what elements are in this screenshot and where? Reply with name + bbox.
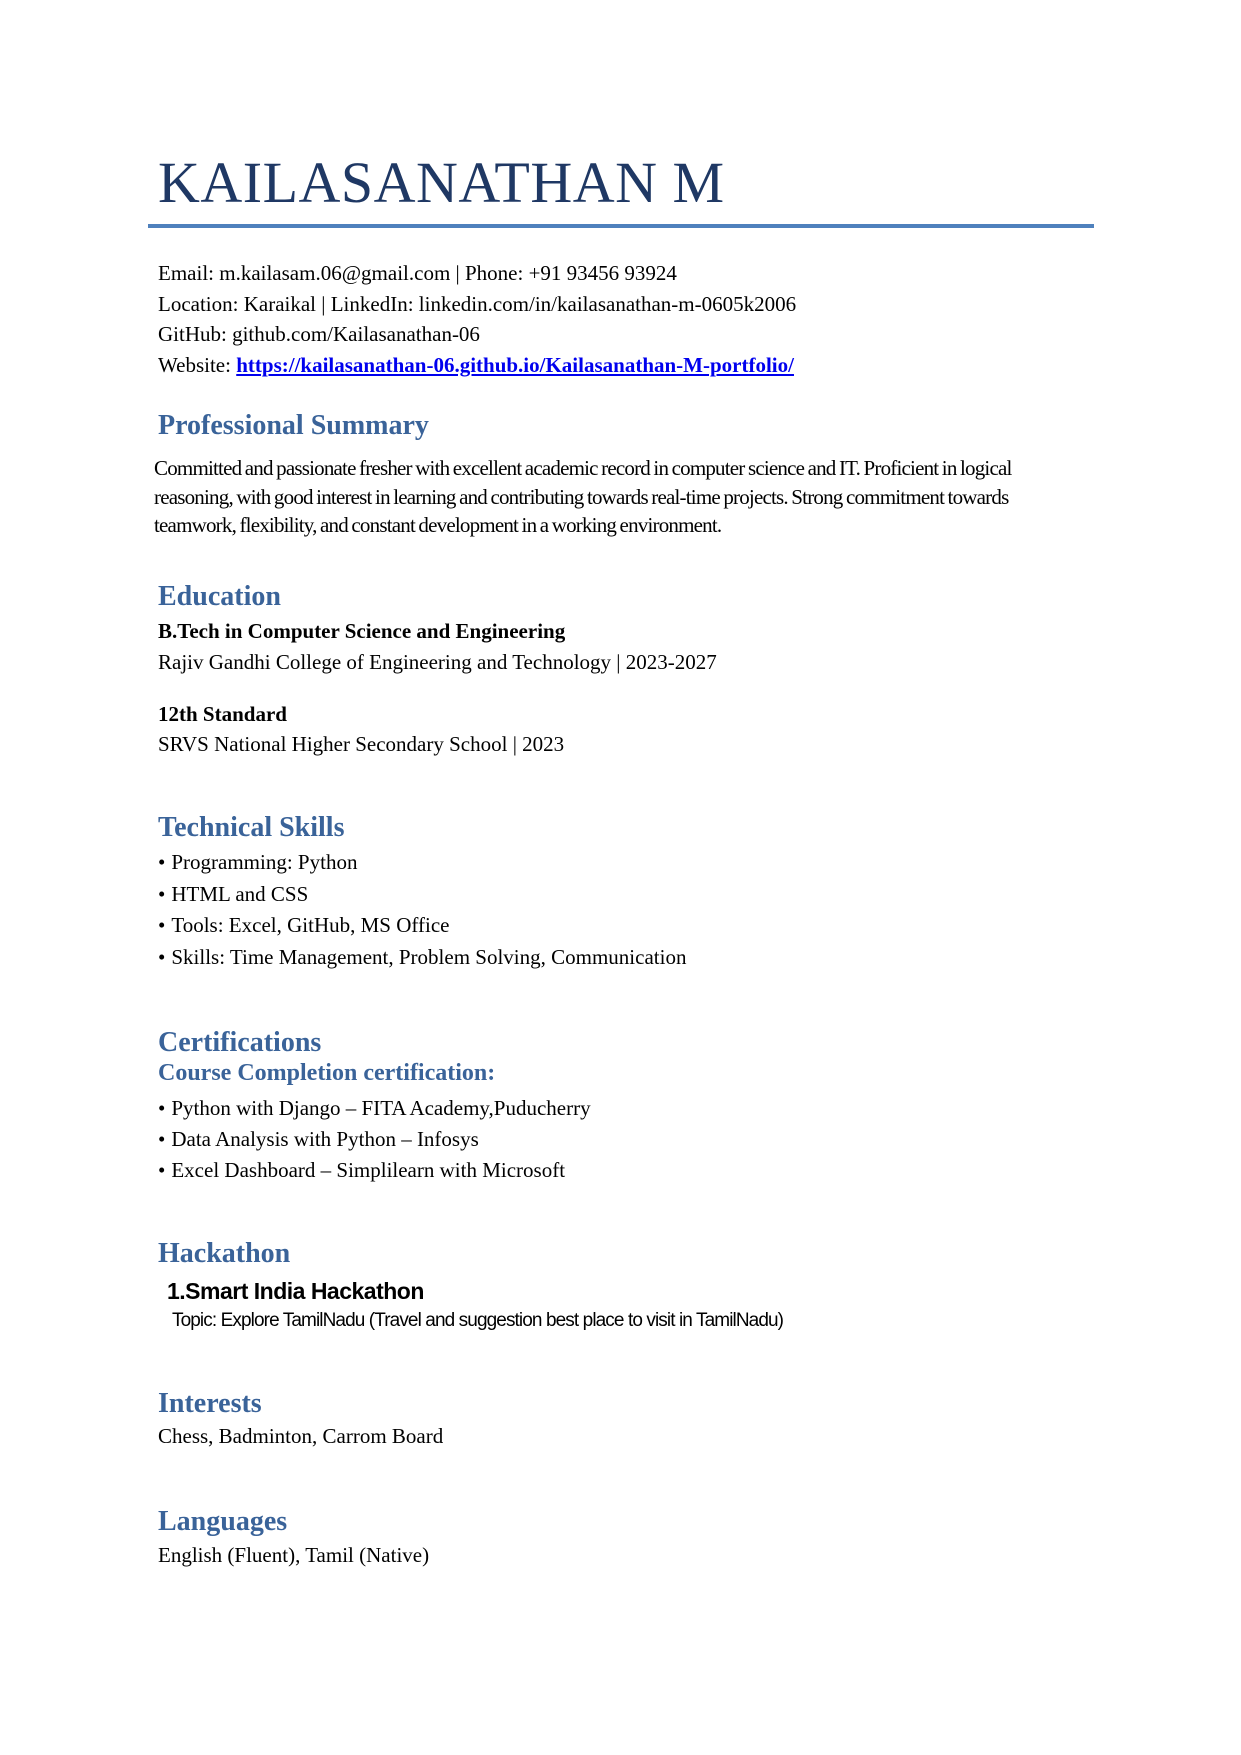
- list-item: • HTML and CSS: [158, 881, 309, 906]
- education-degree: 12th Standard: [158, 702, 287, 726]
- bullet-icon: •: [158, 913, 166, 937]
- education-detail: Rajiv Gandhi College of Engineering and Technology | 2023-2027: [158, 650, 717, 674]
- bullet-icon: •: [158, 1158, 166, 1182]
- skills-heading: Technical Skills: [158, 812, 345, 843]
- interests-text: Chess, Badminton, Carrom Board: [158, 1424, 444, 1448]
- contact-github: GitHub: github.com/Kailasanathan-06: [158, 322, 480, 346]
- education-heading: Education: [158, 581, 281, 612]
- summary-text: Committed and passionate fresher with excellent academic record in computer science and IT. Proficient in logical reasoning, with good interest in learning and contributing towards real-time projects. Strong commitment towards teamwork, flexibility, and constant development in a working environment.: [154, 456, 1012, 537]
- education-detail: SRVS National Higher Secondary School | 2023: [158, 732, 565, 756]
- list-item: • Excel Dashboard – Simplilearn with Microsoft: [158, 1158, 566, 1182]
- list-item: • Python with Django – FITA Academy,Puducherry: [158, 1096, 591, 1120]
- bullet-icon: •: [158, 1096, 166, 1120]
- contact-website: [158, 351, 794, 379]
- languages-text: English (Fluent), Tamil (Native): [158, 1543, 430, 1567]
- list-item: • Skills: Time Management, Problem Solving, Communication: [158, 944, 687, 969]
- hackathon-title: 1.Smart India Hackathon: [167, 1278, 424, 1304]
- bullet-icon: •: [158, 1127, 166, 1151]
- website-label: Website:: [158, 353, 237, 377]
- name-divider: [148, 224, 1094, 228]
- contact-email-phone: Email: m.kailasam.06@gmail.com | Phone: +91 93456 93924: [158, 261, 677, 285]
- resume-name: KAILASANATHAN M: [158, 150, 725, 215]
- list-item: • Tools: Excel, GitHub, MS Office: [158, 913, 450, 937]
- certifications-subheading: Course Completion certification:: [158, 1060, 496, 1086]
- hackathon-heading: Hackathon: [158, 1238, 291, 1269]
- languages-heading: Languages: [158, 1506, 288, 1537]
- bullet-icon: •: [158, 881, 166, 906]
- interests-heading: Interests: [158, 1388, 262, 1419]
- hackathon-topic: Topic: Explore TamilNadu (Travel and suggestion best place to visit in TamilNadu): [172, 1310, 784, 1331]
- bullet-icon: •: [158, 944, 166, 969]
- website-link[interactable]: https://kailasanathan-06.github.io/Kailasanathan-M-portfolio/: [236, 353, 794, 377]
- certifications-heading: Certifications: [158, 1027, 322, 1058]
- list-item: • Data Analysis with Python – Infosys: [158, 1127, 479, 1151]
- education-degree: B.Tech in Computer Science and Engineering: [158, 619, 566, 643]
- bullet-icon: •: [158, 850, 166, 874]
- skills-list: [158, 847, 686, 973]
- certifications-list: [158, 1093, 591, 1186]
- summary-heading: Professional Summary: [158, 410, 429, 441]
- list-item: • Programming: Python: [158, 850, 358, 874]
- contact-location-linkedin: Location: Karaikal | LinkedIn: linkedin.com/in/kailasanathan-m-0605k2006: [158, 292, 797, 316]
